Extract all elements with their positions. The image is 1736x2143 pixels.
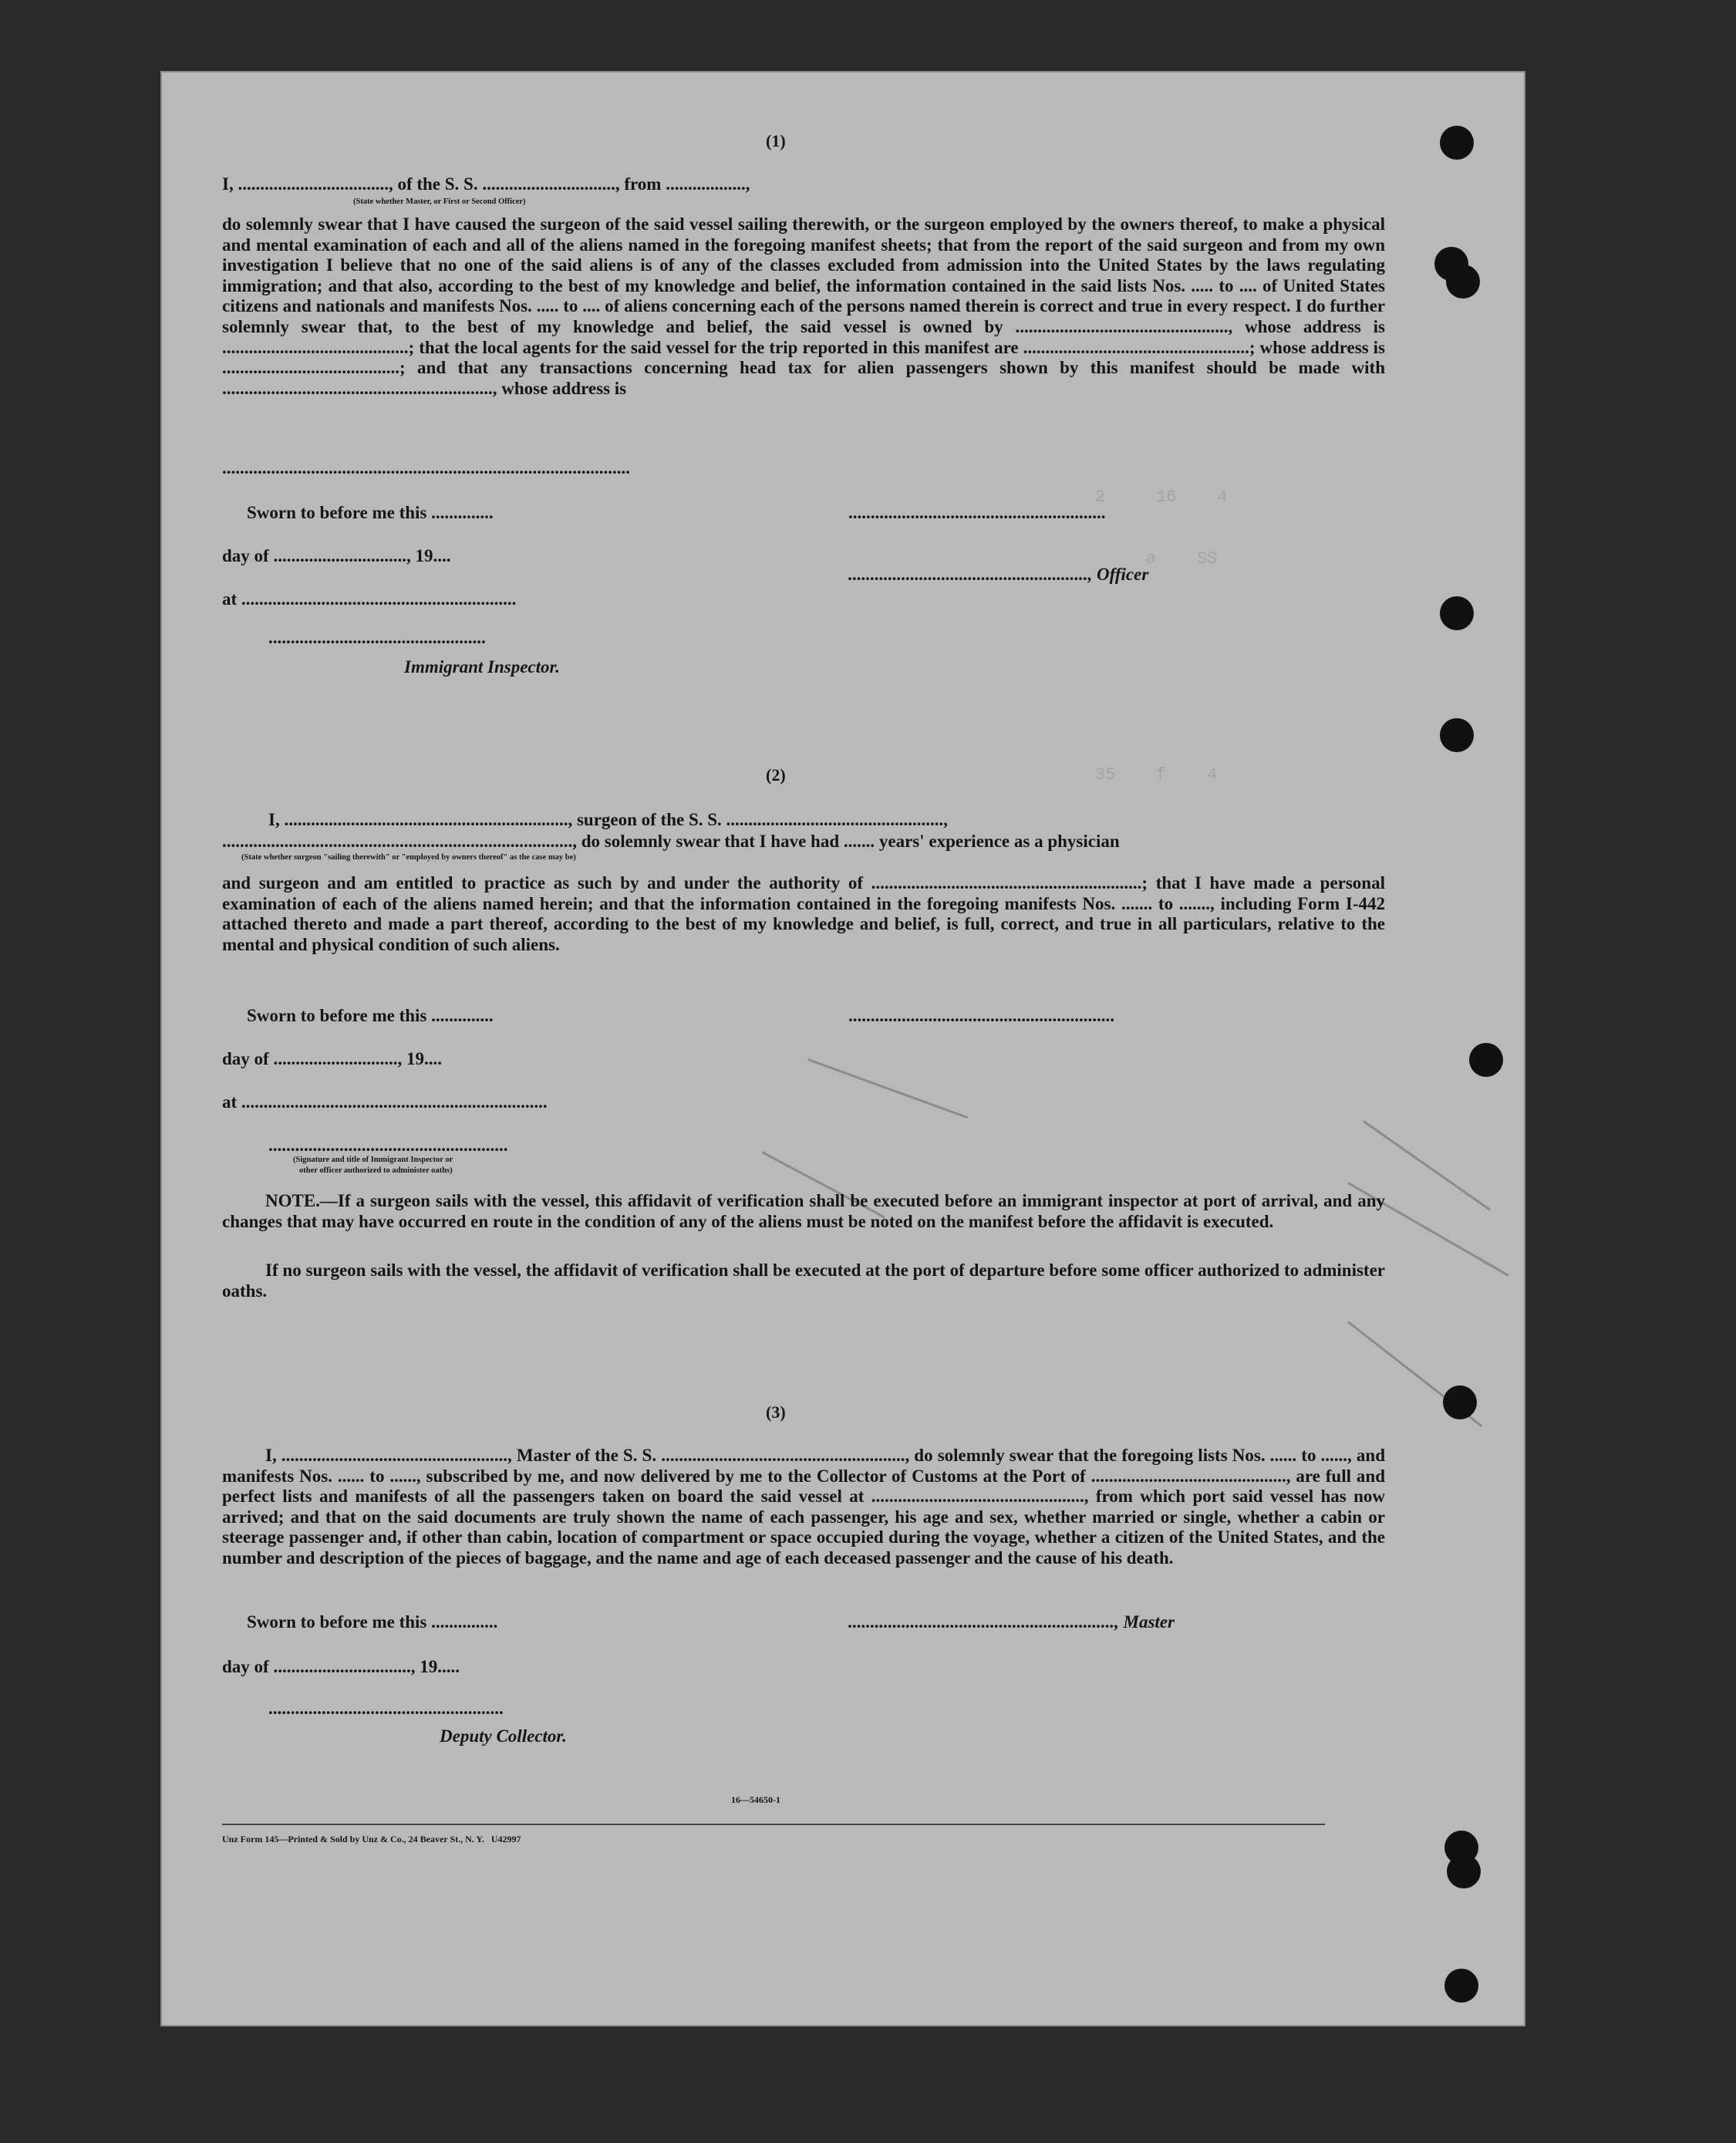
collector-signature-dots: ..................................................... [268, 1699, 504, 1718]
officer-signature-dots: ...................................................... [268, 1136, 508, 1155]
place-line: at .............................................................. [222, 589, 517, 609]
section-number: (2) [766, 765, 786, 785]
date-line: day of ............................, 19.... [222, 1049, 442, 1068]
printer-credit: Unz Form 145—Printed & Sold by Unz & Co., 24 Beaver St., N. Y. U42997 [222, 1834, 521, 1844]
surgeon-experience-line: ..............................................................................., do solemnly swear that I have had ....... years' experience as a physician [222, 832, 1120, 851]
collector-title: Deputy Collector. [440, 1726, 567, 1746]
binder-hole [1444, 1969, 1478, 2003]
officer-signature-line: ......................................................, Officer [848, 565, 1149, 584]
affidavit-paragraph: do solemnly swear that I have caused the surgeon of the said vessel sailing therewith, or the surgeon employed by the owners thereof, to make a physical and mental examination of each and all of the aliens named in the foregoing manifest sheets; that from the report of the said surgeon and from my own investigation I believe that no one of the said aliens is of any of the classes excluded from admission into the United States by the laws regulating immigration; and that also, according to the best of my knowledge and belief, the information contained in the said lists Nos. ..... to .... of United States citizens and nationals and manifests Nos. ..... to .... of aliens concerning each of the persons named therein is correct and true in every respect. I do further solemnly swear that, to the best of my knowledge and belief, the said vessel is owned by ................................................, whose address is ..........................................; that the local agents for the said vessel for the trip reported in this manifest are ...................................................; whose address is ........................................; and that any transactions concerning head tax for alien passengers shown by this manifest should be made with ............................................................., whose address is [222, 214, 1385, 398]
sworn-line: Sworn to before me this .............. [247, 503, 494, 522]
field-caption: (State whether surgeon "sailing therewith" or "employed by owners thereof" as the case may be) [241, 853, 576, 862]
blank-dotted-line: ............................................................................................ [222, 458, 630, 478]
pencil-mark [807, 1058, 968, 1119]
signature-line: ............................................................ [848, 1006, 1114, 1025]
binder-hole [1440, 718, 1474, 752]
form-code: 16—54650-1 [731, 1794, 780, 1805]
binder-hole [1446, 265, 1480, 299]
binder-hole [1443, 1385, 1477, 1419]
bleed-through-text: 2 16 4 [993, 488, 1228, 507]
binder-hole [1440, 126, 1474, 160]
master-paragraph: I, ..................................................., Master of the S. S. ......................................................., do solemnly swear that the foregoing lists Nos. ...... to ......, and manifests Nos. ...... to ......, subscribed by me, and now delivered by me to the Collector of Customs at the Port of ............................................, are full and perfect lists and manifests of all the passengers taken on board the said vessel at ................................................, from which port said vessel has now arrived; and that on the said documents are truly shown the name of each passenger, his age and sex, whether married or single, whether a cabin or steerage passenger and, if other than cabin, location of compartment or space occupied during the voyage, whether a citizen of the United States, and the number and description of the pieces of baggage, and the name and age of each deceased passenger and the cause of his death. [222, 1446, 1385, 1568]
section-number: (3) [766, 1402, 786, 1422]
binder-hole [1447, 1854, 1481, 1888]
note-paragraph-2: If no surgeon sails with the vessel, the affidavit of verification shall be executed at the port of departure before some officer authorized to administer oaths. [222, 1260, 1385, 1301]
signature-caption: other officer authorized to administer oaths) [299, 1166, 453, 1175]
surgeon-paragraph: and surgeon and am entitled to practice as such by and under the authority of .............................................................; that I have made a personal examination of each of the aliens named herein; and that the information contained in the foregoing manifests Nos. ....... to ......., including Form I-442 attached thereto and made a part thereof, according to the best of my knowledge and belief, is full, correct, and true in all particulars, relative to the mental and physical condition of such aliens. [222, 873, 1385, 954]
affidavit-opening-line: I, .................................., of the S. S. .............................., from .................., [222, 174, 750, 194]
section-number: (1) [766, 131, 786, 150]
place-line: at ..................................................................... [222, 1092, 548, 1112]
signature-line: .......................................................... [848, 503, 1106, 522]
master-signature-line: ............................................................, Master [848, 1612, 1175, 1632]
surgeon-opening-line: I, ................................................................, surgeon of the S. S. ................................................., [268, 810, 949, 829]
inspector-signature-dots: ................................................. [268, 628, 486, 647]
date-line: day of .............................., 19.... [222, 546, 451, 565]
footer-divider [222, 1824, 1325, 1825]
date-line: day of ..............................., 19..... [222, 1657, 460, 1676]
form-page [160, 71, 1525, 2027]
inspector-title: Immigrant Inspector. [404, 657, 560, 677]
note-paragraph: NOTE.—If a surgeon sails with the vessel, this affidavit of verification shall be executed before an immigrant inspector at port of arrival, and any changes that may have occurred en route in the condition of any of the aliens must be noted on the manifest before the affidavit is executed. [222, 1191, 1385, 1231]
bleed-through-text: 35 f 4 [993, 765, 1218, 785]
bleed-through-text: a SS [993, 549, 1299, 569]
sworn-line: Sworn to before me this .............. [247, 1006, 494, 1025]
field-caption: (State whether Master, or First or Second Officer) [353, 197, 526, 206]
binder-hole [1440, 596, 1474, 630]
binder-hole [1469, 1043, 1503, 1077]
sworn-line: Sworn to before me this ............... [247, 1612, 498, 1632]
signature-caption: (Signature and title of Immigrant Inspector or [293, 1156, 453, 1164]
